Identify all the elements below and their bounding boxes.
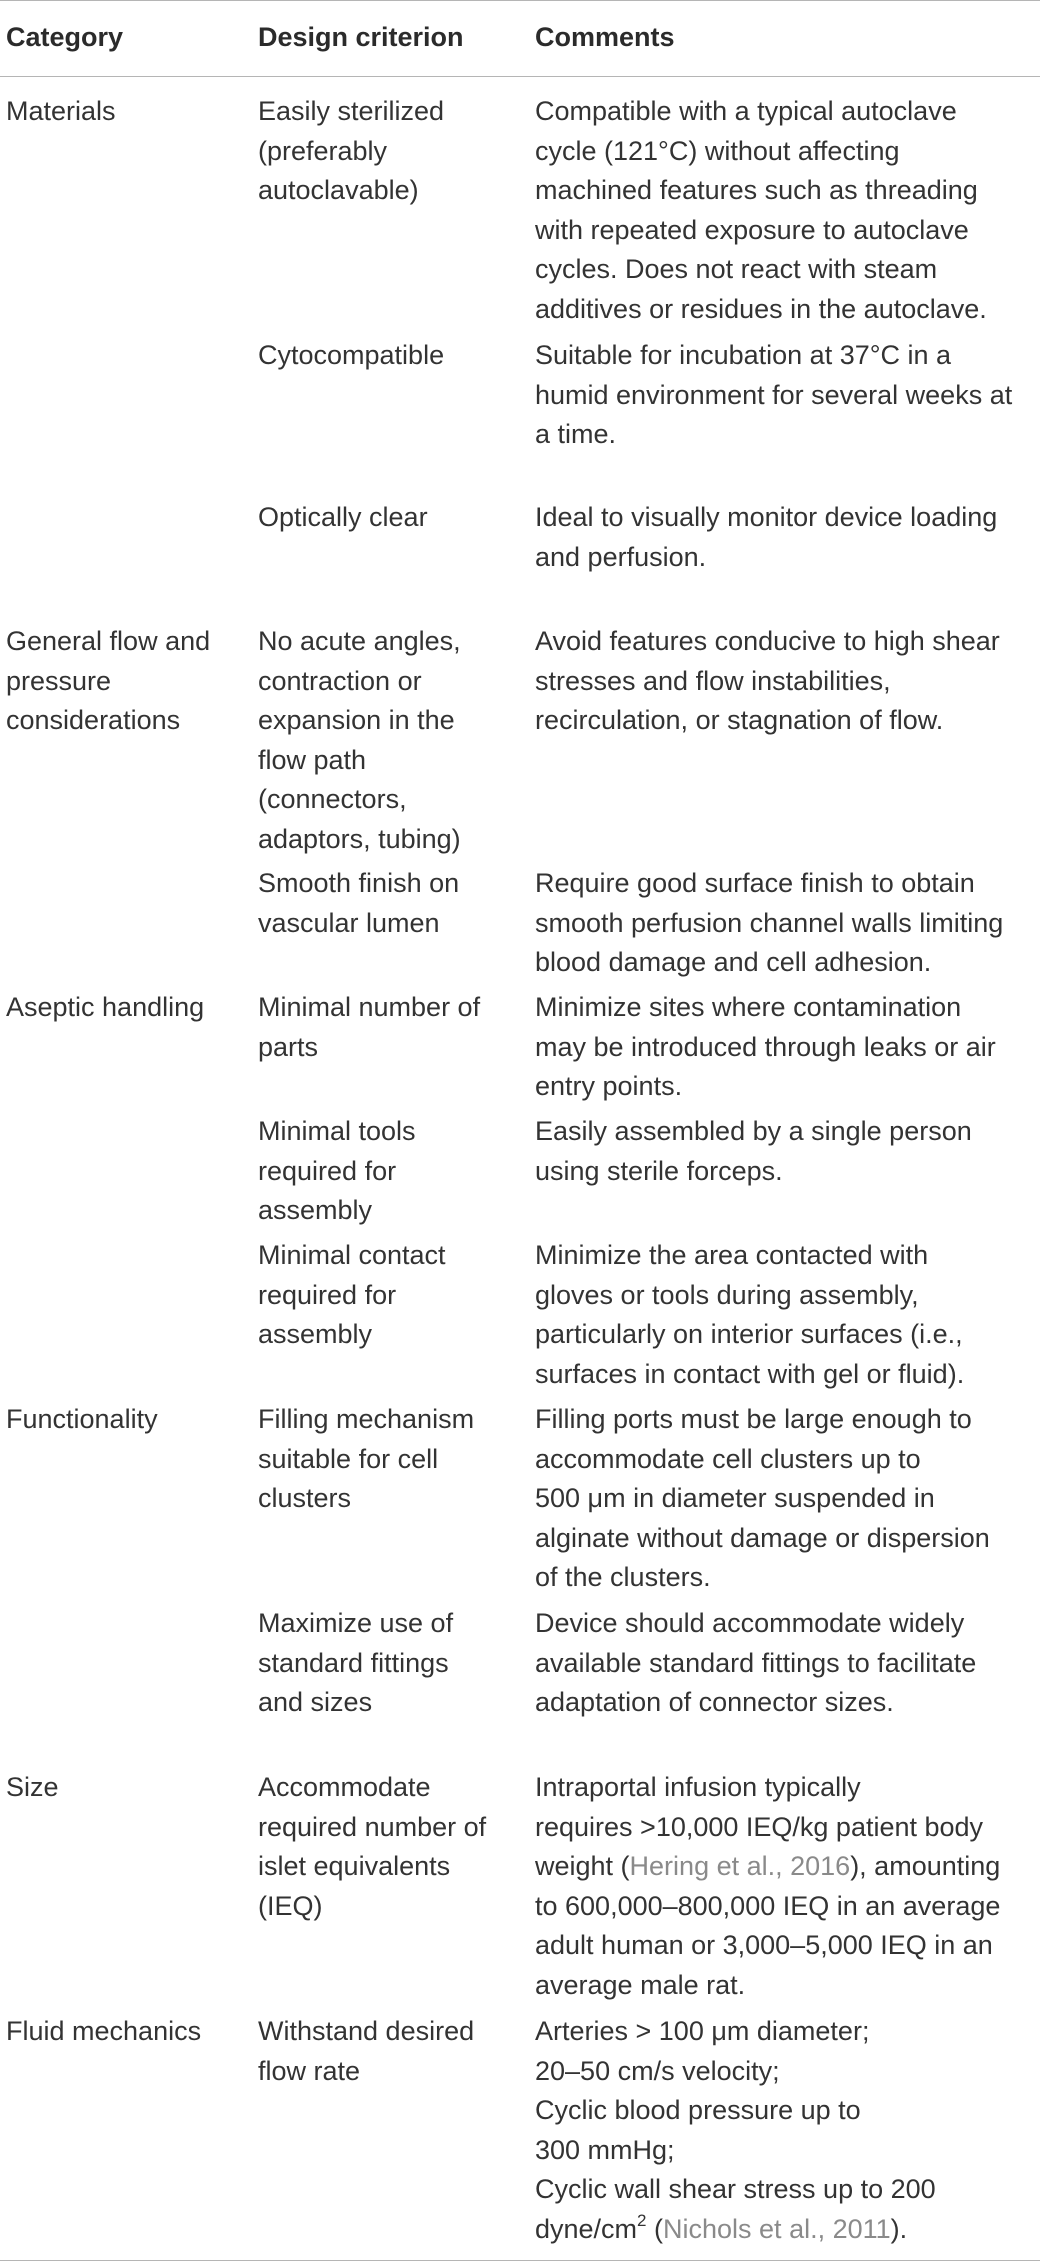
superscript: 2	[637, 2210, 647, 2230]
row-category: Functionality	[6, 1404, 158, 1434]
row-comment: Arteries > 100 μm diameter; 20–50 cm/s velocity; Cyclic blood pressure up to 300 mmHg; Cyclic wall shear stress up to 200 dyne/$cm^2$ (Nichols et al., 2011).	[535, 2016, 936, 2244]
row-comment: Require good surface finish to obtain smooth perfusion channel walls limiting blood damage and cell adhesion.	[535, 868, 1004, 977]
header-criterion: Design criterion	[258, 22, 464, 52]
row-comment: Minimize sites where contamination may be introduced through leaks or air entry points.	[535, 992, 996, 1101]
row-criterion: Minimal tools required for assembly	[258, 1116, 416, 1225]
bottom-rule	[0, 2260, 1040, 2261]
row-category: General flow and pressure considerations	[6, 626, 211, 735]
row-category: Materials	[6, 96, 116, 126]
row-category: Aseptic handling	[6, 992, 205, 1022]
row-criterion: Filling mechanism suitable for cell clusters	[258, 1404, 475, 1513]
row-category: Fluid mechanics	[6, 2016, 202, 2046]
row-criterion: Smooth finish on vascular lumen	[258, 868, 460, 938]
row-criterion: Accommodate required number of islet equivalents (IEQ)	[258, 1772, 487, 1921]
top-rule	[0, 0, 1040, 1]
citation-link[interactable]: Nichols et al., 2011	[663, 2213, 891, 2244]
row-comment: Device should accommodate widely available standard fittings to facilitate adaptation of connector sizes.	[535, 1608, 977, 1717]
header-rule	[0, 76, 1040, 77]
row-comment: Suitable for incubation at 37°C in a humid environment for several weeks at a time.	[535, 340, 1013, 449]
citation-link[interactable]: Hering et al., 2016	[629, 1851, 851, 1881]
row-criterion: Minimal contact required for assembly	[258, 1240, 446, 1349]
row-comment: Filling ports must be large enough to accommodate cell clusters up to 500 μm in diameter suspended in alginate without damage or dispersion of the clusters.	[535, 1404, 990, 1592]
row-comment: Easily assembled by a single person using sterile forceps.	[535, 1116, 972, 1186]
row-comment: Minimize the area contacted with gloves or tools during assembly, particularly on interior surfaces (i.e., surfaces in contact with gel or fluid).	[535, 1240, 965, 1389]
header-category: Category	[6, 22, 124, 52]
row-criterion: Withstand desired flow rate	[258, 2016, 475, 2086]
row-comment: Avoid features conducive to high shear stresses and flow instabilities, recirculation, or stagnation of flow.	[535, 626, 1000, 735]
row-criterion: Maximize use of standard fittings and sizes	[258, 1608, 454, 1717]
row-criterion: Easily sterilized (preferably autoclavable)	[258, 96, 445, 205]
row-criterion: Cytocompatible	[258, 340, 445, 370]
row-comment: Intraportal infusion typically requires >10,000 IEQ/kg patient body weight (Hering et al., 2016), amounting to 600,000–800,000 IEQ in an average adult human or 3,000–5,000 IEQ in an average male rat.	[535, 1772, 1001, 2000]
row-comment: Ideal to visually monitor device loading and perfusion.	[535, 502, 998, 572]
row-criterion: No acute angles, contraction or expansion in the flow path (connectors, adaptors, tubing)	[258, 626, 461, 854]
header-comments: Comments	[535, 22, 675, 52]
row-comment: Compatible with a typical autoclave cycle (121°C) without affecting machined features such as threading with repeated exposure to autoclave cycles. Does not react with steam additives or residues in the autoclave.	[535, 96, 987, 324]
row-criterion: Optically clear	[258, 502, 428, 532]
row-category: Size	[6, 1772, 59, 1802]
row-criterion: Minimal number of parts	[258, 992, 481, 1062]
